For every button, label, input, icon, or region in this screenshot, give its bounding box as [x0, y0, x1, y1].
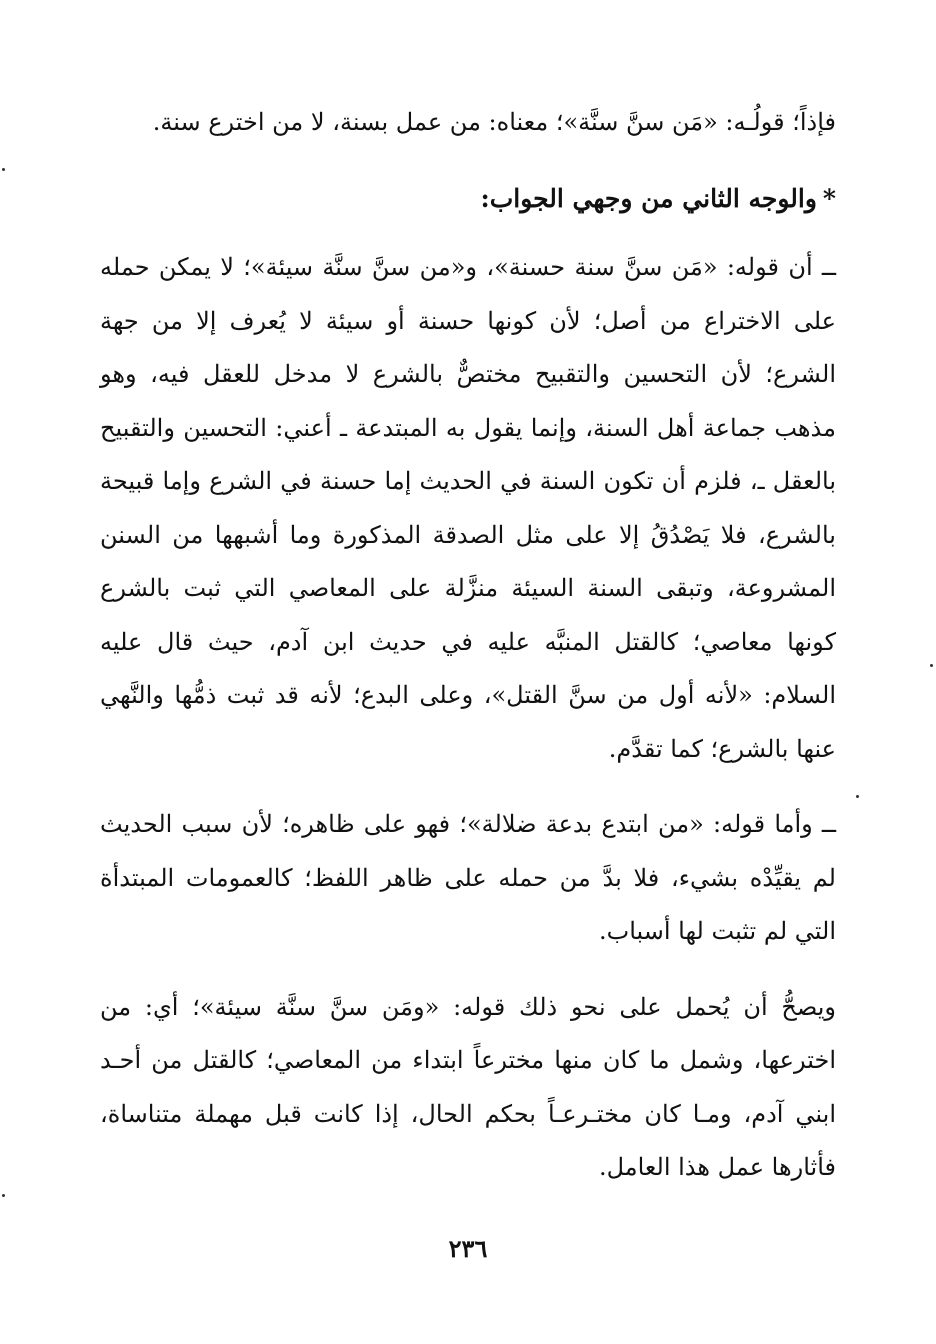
margin-dot — [2, 168, 5, 171]
heading-star: * — [822, 183, 836, 213]
paragraph-3: ــ وأما قوله: «من ابتدع بدعة ضلالة»؛ فهو على ظاهره؛ لأن سبب الحديث لم يقيِّدْه بشيء، فلا بدَّ من حمله على ظاهر اللفظ؛ كالعمومات المبتدأة التي لم تثبت لها أسباب. — [100, 810, 836, 945]
paragraph-2: ــ أن قوله: «مَن سنَّ سنة حسنة»، و«من سنَّ سنَّة سيئة»؛ لا يمكن حمله على الاختراع من أصل؛ لأن كونها حسنة أو سيئة لا يُعرف إلا من جهة الشرع؛ لأن التحسين والتقبيح مختصٌّ بالشرع لا مدخل للعقل فيه، وهو مذهب جماعة أهل السنة، وإنما يقول به المبتدعة ـ أعني: التحسين والتقبيح بالعقل ـ، فلزم أن تكون السنة في الحديث إما حسنة في الشرع وإما قبيحة بالشرع، فلا يَصْدُقُ إلا على مثل الصدقة المذكورة وما أشبهها من السنن المشروعة، وتبقى السنة السيئة منزَّلة على المعاصي التي ثبت بالشرع كونها معاصي؛ كالقتل المنبَّه عليه في حديث ابن آدم، حيث قال عليه السلام: «لأنه أول من سنَّ القتل»، وعلى البدع؛ لأنه قد ثبت ذمُّها والنَّهي عنها بالشرع؛ كما تقدَّم. — [100, 253, 837, 763]
paragraph-1: فإذاً؛ قولُـه: «مَن سنَّ سنَّة»؛ معناه: من عمل بسنة، لا من اخترع سنة. — [152, 108, 836, 136]
heading-text: والوجه الثاني من وجهي الجواب: — [480, 183, 817, 213]
page-number: ٢٣٦ — [448, 1234, 488, 1263]
paragraph-4: ويصحُّ أن يُحمل على نحو ذلك قوله: «ومَن سنَّ سنَّة سيئة»؛ أي: من اخترعها، وشمل ما كان منها مخترعاً ابتداء من المعاصي؛ كالقتل من أحـد ابني آدم، ومـا كان مختـرعـاً بحكم الحال، إذا كانت قبل مهملة متناساة، فأثارها عمل هذا العامل. — [100, 992, 836, 1181]
section-heading — [100, 172, 836, 226]
page-body — [100, 96, 836, 1195]
margin-dot — [2, 1194, 5, 1197]
margin-dot — [856, 795, 859, 798]
margin-dot — [930, 664, 933, 667]
